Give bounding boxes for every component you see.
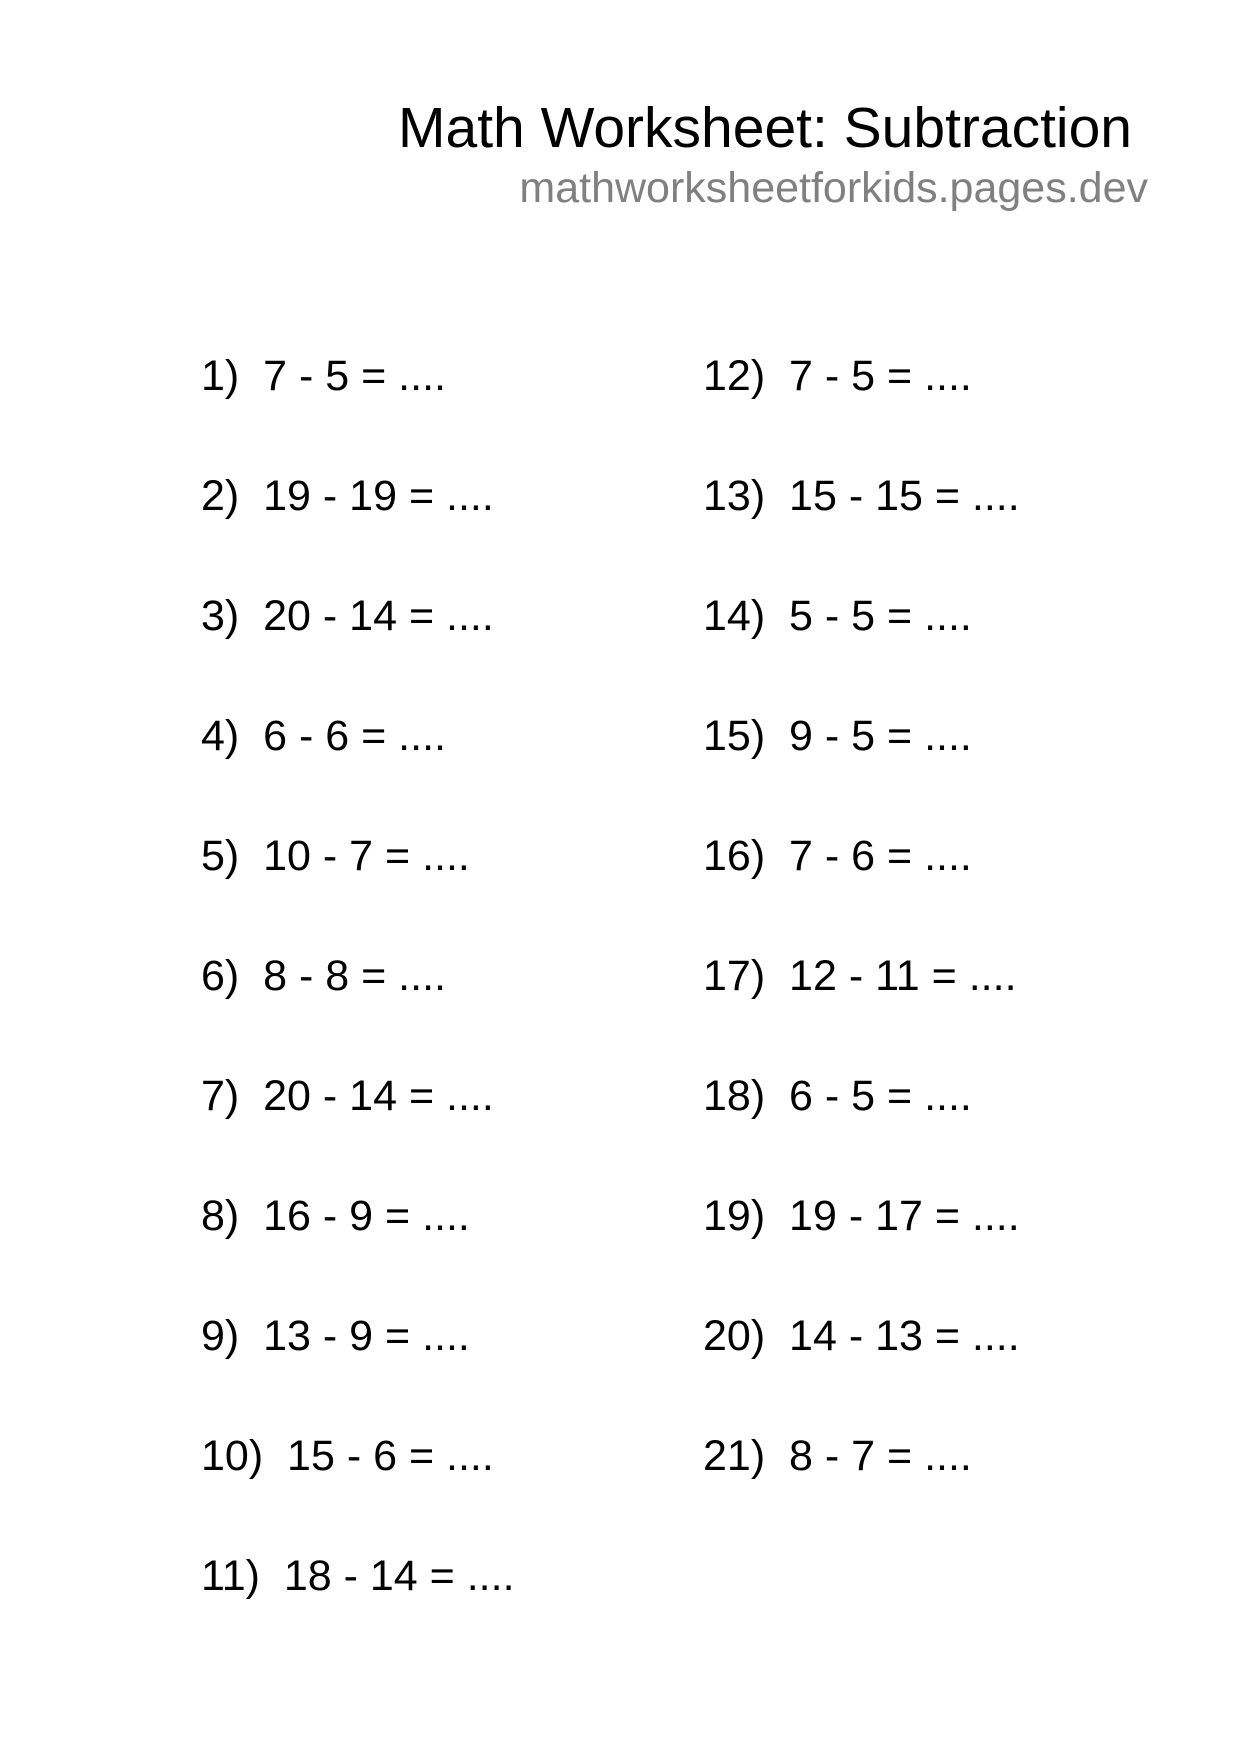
problem-item: 9) 13 - 9 = .... (201, 1312, 470, 1360)
page-title: Math Worksheet: Subtraction (398, 96, 1132, 160)
problem-item: 13) 15 - 15 = .... (703, 472, 1020, 520)
problem-item: 4) 6 - 6 = .... (201, 712, 446, 760)
problem-item: 18) 6 - 5 = .... (703, 1072, 972, 1120)
problem-item: 11) 18 - 14 = .... (201, 1552, 515, 1600)
problem-item: 17) 12 - 11 = .... (703, 952, 1017, 1000)
problem-list-right (703, 350, 1020, 1550)
worksheet-header (398, 96, 1148, 213)
problem-item: 6) 8 - 8 = .... (201, 952, 446, 1000)
problem-item: 1) 7 - 5 = .... (201, 352, 446, 400)
problem-item: 2) 19 - 19 = .... (201, 472, 494, 520)
problem-item: 19) 19 - 17 = .... (703, 1192, 1020, 1240)
problem-item: 16) 7 - 6 = .... (703, 832, 972, 880)
page-subtitle: mathworksheetforkids.pages.dev (519, 163, 1148, 212)
problem-item: 15) 9 - 5 = .... (703, 712, 972, 760)
problem-item: 8) 16 - 9 = .... (201, 1192, 470, 1240)
problem-item: 3) 20 - 14 = .... (201, 592, 494, 640)
problem-item: 21) 8 - 7 = .... (703, 1432, 972, 1480)
problem-item: 12) 7 - 5 = .... (703, 352, 972, 400)
problem-item: 20) 14 - 13 = .... (703, 1312, 1020, 1360)
problem-item: 5) 10 - 7 = .... (201, 832, 470, 880)
problem-item: 14) 5 - 5 = .... (703, 592, 972, 640)
problem-list-left (201, 350, 515, 1670)
problem-item: 10) 15 - 6 = .... (201, 1432, 494, 1480)
problem-item: 7) 20 - 14 = .... (201, 1072, 494, 1120)
